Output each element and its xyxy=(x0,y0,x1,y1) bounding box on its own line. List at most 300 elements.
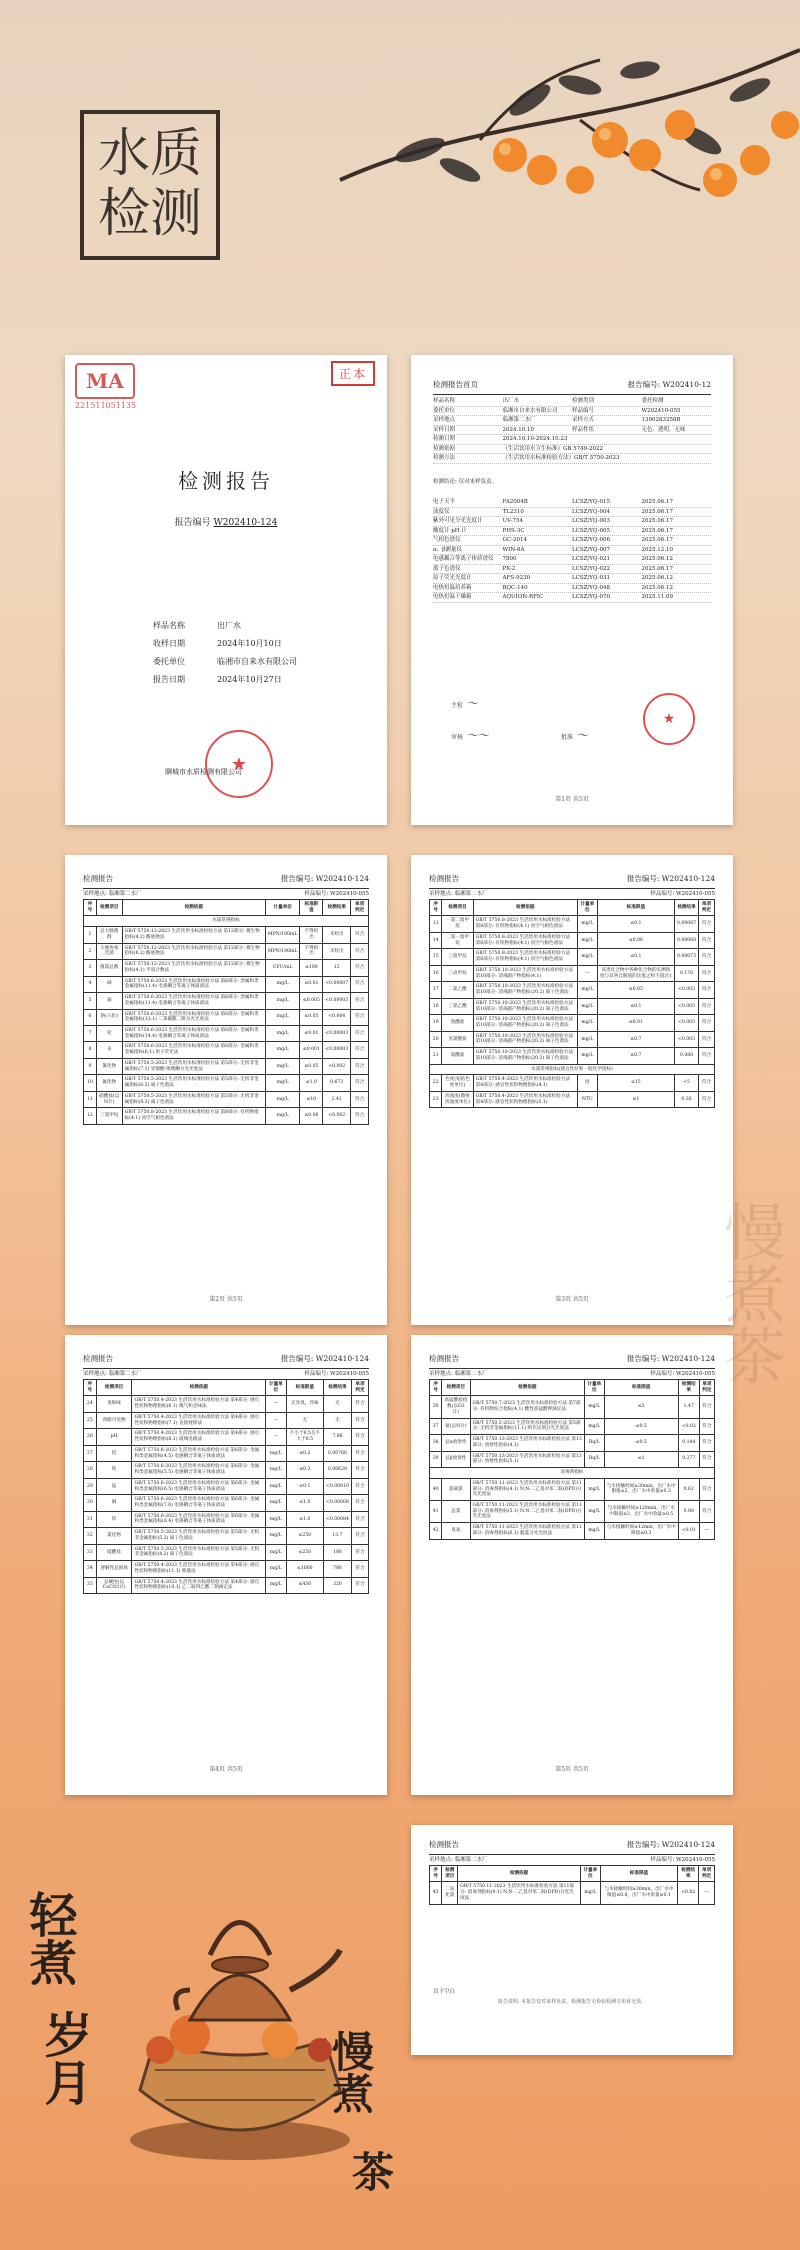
table-cell: 23 xyxy=(430,1091,442,1107)
approver-signature: 批准 ～ xyxy=(561,729,588,742)
title-line1: 水质 xyxy=(97,124,202,185)
table-cell: 与水接触时间≥30min，出厂水中限值≤0.8，出厂水中余量≥0.1 xyxy=(600,1882,677,1904)
table-cell: 符合 xyxy=(351,1478,368,1494)
table-cell: ≤0.06 xyxy=(300,1108,323,1124)
results-table xyxy=(429,1865,715,1905)
table-cell: 肉眼可见物 xyxy=(96,1412,132,1428)
table-cell: 16 xyxy=(430,965,442,981)
equipment-row xyxy=(433,593,711,603)
table-row xyxy=(84,1462,369,1478)
table-cell: GB/T 5750.6-2023 生活饮用水标准检验方法 第6部分: 金属和类金属指标(8.4) 电感耦合等离子体质谱法 xyxy=(132,1511,266,1527)
table-cell: 15 xyxy=(430,949,442,965)
info-row xyxy=(433,445,711,455)
table-cell: 3 xyxy=(84,960,97,976)
table-cell: 38 xyxy=(430,1435,442,1451)
equipment-row xyxy=(433,498,711,508)
table-cell: GB/T 5750.6-2023 生活饮用水标准检验方法 第6部分: 金属和类金属指标(11.4) 电感耦合等离子体质谱法 xyxy=(122,976,265,992)
info-row xyxy=(153,635,297,653)
sampling-site: 采样地点: 临湘第二水厂 xyxy=(83,1371,142,1377)
table-cell: 未检出 xyxy=(323,943,351,959)
approver-label: 批准 xyxy=(561,734,574,741)
column-header: 检测依据 xyxy=(458,1866,581,1882)
results-page-5 xyxy=(411,1335,733,1795)
info-key: 样品编号 xyxy=(572,407,595,414)
info-value: 1390283258B xyxy=(641,417,681,423)
equipment-cell: 离子色谱仪 xyxy=(433,565,461,572)
page-header xyxy=(83,1353,369,1369)
table-cell: GB/T 5750.6-2023 生活饮用水标准检验方法 第6部分: 金属和类金属指标(13.1) 二苯碳酰二肼分光光度法 xyxy=(122,1009,265,1025)
table-cell: 铜 xyxy=(96,1495,132,1511)
table-row xyxy=(430,1048,715,1064)
table-cell: 符合 xyxy=(351,1091,369,1107)
table-cell: 溶解性总固体 xyxy=(96,1561,132,1577)
table-cell: mg/L xyxy=(266,1544,286,1560)
ma-certification-number: 221511051135 xyxy=(75,401,137,410)
equipment-row xyxy=(433,517,711,527)
table-cell: ≤0.1 xyxy=(597,998,674,1014)
table-cell: 320 xyxy=(324,1577,352,1593)
page-footer: 第2页 共5页 xyxy=(209,1296,243,1303)
table-cell: 0.00068 xyxy=(675,932,699,948)
table-row xyxy=(84,1058,369,1074)
table-cell: CFU/mL xyxy=(265,960,300,976)
table-cell: GB/T 5750.4-2023 生活饮用水标准检验方法 第4部分: 感官性状和物理指标(5.1) xyxy=(473,1091,577,1107)
column-header: 序号 xyxy=(84,900,97,916)
table-cell: ≤15 xyxy=(597,1075,674,1091)
table-cell: GB/T 5750.8-2023 生活饮用水标准检验方法 第8部分: 有机物指标(4.1) 顶空气相色谱法 xyxy=(122,1108,265,1124)
info-value: 出厂水 xyxy=(217,621,241,630)
table-cell: 符合 xyxy=(351,1429,368,1445)
calligraphy-right-line1: 慢煮 xyxy=(326,2030,375,2114)
table-cell: 硫酸盐 xyxy=(96,1544,132,1560)
table-cell: 符合 xyxy=(699,1048,715,1064)
info-value: 临湘第二水厂 xyxy=(502,417,536,423)
persimmon-branch-illustration xyxy=(280,30,800,250)
table-cell: <0.003 xyxy=(675,1015,699,1031)
page-subheader xyxy=(83,1369,369,1377)
table-row xyxy=(84,1026,369,1042)
table-cell: ≤0.05 xyxy=(300,1058,323,1074)
report-number-label: 报告编号 xyxy=(174,518,211,528)
column-header: 序号 xyxy=(430,1866,442,1882)
info-key: 报告日期 xyxy=(153,675,185,684)
table-cell: ≤250 xyxy=(286,1544,323,1560)
info-row xyxy=(433,454,711,464)
table-cell: 4 xyxy=(84,976,97,992)
table-cell: mg/L xyxy=(266,1511,286,1527)
header-right: 报告编号: W202410-124 xyxy=(280,1354,369,1363)
table-cell: 符合 xyxy=(699,982,715,998)
table-cell: 铁 xyxy=(96,1462,132,1478)
table-cell: ≤0.1 xyxy=(286,1478,323,1494)
column-header: 序号 xyxy=(430,1380,442,1396)
table-cell: 13 xyxy=(430,916,442,932)
table-cell: 8 xyxy=(84,1042,97,1058)
equipment-cell: GC-2014 xyxy=(502,537,527,543)
equipment-cell: 2025.06.17 xyxy=(641,499,673,505)
table-row xyxy=(84,1075,369,1091)
table-cell: GB/T 5750.11-2023 生活饮用水标准检验方法 第11部分: 消毒剂指标(9.1) N,N-二乙基对苯二胺(DPD)分光光度法 xyxy=(458,1882,581,1904)
table-cell: 30 xyxy=(84,1495,97,1511)
info-value: W202410-055 xyxy=(641,407,681,414)
table-cell: 三氯甲烷 xyxy=(96,1108,122,1124)
calligraphy-right-line2: 茶 xyxy=(346,2150,395,2192)
table-cell: 25 xyxy=(84,1412,97,1428)
table-cell: GB/T 5750.4-2023 生活饮用水标准检验方法 第4部分: 感官性状和物理指标(10.1) 乙二胺四乙酸二钠滴定法 xyxy=(132,1577,266,1593)
table-cell: 溴酸盐 xyxy=(442,1015,473,1031)
table-cell: GB/T 5750.10-2023 生活饮用水标准检验方法 第10部分: 消毒副产物指标(20.2) 离子色谱法 xyxy=(473,982,577,998)
info-key: 样品名称 xyxy=(433,398,456,404)
table-cell: GB/T 5750.7-2023 生活饮用水标准检验方法 第7部分: 有机物综合指标(4.1) 酸性高锰酸钾滴定法 xyxy=(470,1396,584,1418)
table-row xyxy=(84,1009,369,1025)
table-header-row xyxy=(84,1380,369,1396)
column-header: 检测项目 xyxy=(442,1866,458,1882)
column-header: 检测依据 xyxy=(470,1380,584,1396)
info-row xyxy=(433,397,711,407)
table-row xyxy=(430,1418,715,1434)
equipment-cell: LCSZ/YQ-004 xyxy=(572,508,611,515)
table-cell: 26 xyxy=(84,1429,97,1445)
info-row xyxy=(433,435,711,445)
table-row xyxy=(84,1396,369,1412)
page-header xyxy=(83,873,369,889)
table-cell: mg/L xyxy=(577,916,597,932)
table-cell: GB/T 5750.5-2023 生活饮用水标准检验方法 第5部分: 无机非金属指标(8.3) 离子色谱法 xyxy=(122,1091,265,1107)
column-header: 检测项目 xyxy=(96,900,122,916)
ma-certification-logo: MA xyxy=(75,363,135,399)
column-header: 标准限值 xyxy=(300,900,323,916)
table-cell: ≤0.05 xyxy=(300,1009,323,1025)
results-page-2 xyxy=(65,855,387,1325)
table-cell: GB/T 5750.12-2023 生活饮用水标准检验方法 第12部分: 微生物指标(6.2) 酶底物法 xyxy=(122,943,265,959)
info-row xyxy=(153,653,297,671)
equipment-cell: LCSZ/YQ-003 xyxy=(572,518,611,524)
table-cell: 菌落总数 xyxy=(96,960,122,976)
info-value: 委托检测 xyxy=(641,398,664,404)
table-cell: 17 xyxy=(430,982,442,998)
table-row xyxy=(430,1501,715,1523)
equipment-cell: 浊度仪 xyxy=(433,508,450,515)
table-row xyxy=(430,1478,715,1500)
sampling-site: 采样地点: 临湘第二水厂 xyxy=(429,891,488,897)
sampling-site: 采样地点: 临湘第二水厂 xyxy=(429,1371,488,1377)
table-cell: ≤0.01 xyxy=(597,1015,674,1031)
equipment-cell: LCSZ/YQ-007 xyxy=(572,546,611,553)
column-header: 单项判定 xyxy=(351,900,369,916)
column-header: 检测项目 xyxy=(442,900,473,916)
table-cell: 符合 xyxy=(351,1058,369,1074)
table-cell: 三氯乙酸 xyxy=(442,998,473,1014)
table-cell: 三溴甲烷 xyxy=(442,949,473,965)
table-cell: 符合 xyxy=(351,960,369,976)
table-cell: GB/T 5750.5-2023 生活饮用水标准检验方法 第5部分: 无机非金属指标(11.1) 纳氏试剂分光光度法 xyxy=(470,1418,584,1434)
table-cell: 一氯二溴甲烷 xyxy=(442,916,473,932)
table-cell: — xyxy=(577,965,597,981)
table-cell: 788 xyxy=(324,1561,352,1577)
column-header: 检测结果 xyxy=(678,1380,699,1396)
table-row xyxy=(84,943,369,959)
company-seal-stamp: ★ xyxy=(205,730,273,798)
table-cell: mg/L xyxy=(577,949,597,965)
column-header: 标准限值 xyxy=(604,1380,678,1396)
table-cell: 1 xyxy=(84,927,97,943)
equipment-row xyxy=(433,527,711,537)
equipment-cell: 电感耦合等离子体质谱仪 xyxy=(433,556,494,562)
table-cell: mg/L xyxy=(266,1577,286,1593)
equipment-cell: 电热恒温培养箱 xyxy=(433,584,472,591)
equipment-cell: PHS-3C xyxy=(502,527,525,534)
info-key: 样品名称 xyxy=(153,621,185,630)
table-cell: ≤0.01 xyxy=(300,1026,323,1042)
table-cell: mg/L xyxy=(265,1091,300,1107)
table-cell: mg/L xyxy=(577,1031,597,1047)
table-header-row xyxy=(84,900,369,916)
table-cell: 符合 xyxy=(351,1511,368,1527)
table-cell: 0.178 xyxy=(675,965,699,981)
issuer-name: 聊城市水质检测有限公司 xyxy=(165,768,242,776)
info-value: 临湘市自来水有限公司 xyxy=(217,657,297,666)
table-cell: ≤10 xyxy=(300,1091,323,1107)
table-row xyxy=(430,998,715,1014)
table-row xyxy=(430,932,715,948)
table-cell: ≤1.0 xyxy=(286,1495,323,1511)
report-first-page xyxy=(411,355,733,825)
table-cell: 无 xyxy=(286,1412,323,1428)
equipment-cell: α、β测量仪 xyxy=(433,546,462,553)
table-row xyxy=(430,982,715,998)
column-header: 单项判定 xyxy=(699,1380,714,1396)
results-table xyxy=(83,899,369,1125)
table-cell: 无 xyxy=(324,1396,352,1412)
table-cell: 符合 xyxy=(351,1108,369,1124)
table-cell: 游离氯 xyxy=(442,1478,470,1500)
table-cell: ≤0.5 xyxy=(604,1418,678,1434)
table-cell: 总大肠菌群 xyxy=(96,927,122,943)
table-cell: GB/T 5750.6-2023 生活饮用水标准检验方法 第6部分: 金属和类金属指标(11.4) 电感耦合等离子体质谱法 xyxy=(122,993,265,1009)
equipment-cell: 2025.12.10 xyxy=(641,546,673,553)
table-cell: mg/L xyxy=(266,1478,286,1494)
table-cell: GB/T 5750.10-2023 生活饮用水标准检验方法 第10部分: 消毒副产物指标(20.2) 离子色谱法 xyxy=(473,998,577,1014)
table-row xyxy=(84,1478,369,1494)
table-cell: ≤0.5 xyxy=(604,1435,678,1451)
table-cell: GB/T 5750.6-2023 生活饮用水标准检验方法 第6部分: 金属和类金属指标(4.5) 电感耦合等离子体质谱法 xyxy=(132,1445,266,1461)
header-right: 报告编号: W202410-124 xyxy=(626,874,715,883)
table-cell: 氯酸盐 xyxy=(442,1048,473,1064)
table-cell: 该类化合物中各种化合物的实测浓度与其各自限值的比值之和不超过1 xyxy=(597,965,674,981)
table-cell: 2.41 xyxy=(323,1091,351,1107)
sample-number: 样品编号: W202410-055 xyxy=(304,891,369,897)
table-cell: mg/L xyxy=(580,1882,600,1904)
section-row xyxy=(84,916,369,927)
table-cell: 0.00087 xyxy=(675,916,699,932)
equipment-cell: LCSZ/YQ-031 xyxy=(572,575,611,581)
info-value: 出厂水 xyxy=(502,398,520,404)
table-cell: 符合 xyxy=(351,1396,368,1412)
table-row xyxy=(430,949,715,965)
table-cell: mg/L xyxy=(266,1495,286,1511)
table-cell: 34 xyxy=(84,1561,97,1577)
table-cell: ≤0.1 xyxy=(597,916,674,932)
table-cell: ≤0.3 xyxy=(286,1462,323,1478)
table-cell: 不得检出 xyxy=(300,927,323,943)
equipment-row xyxy=(433,546,711,556)
equipment-cell: TL2310 xyxy=(502,508,524,515)
table-row xyxy=(84,1561,369,1577)
table-cell: 臭氧 xyxy=(442,1523,470,1539)
info-value: 2024年10月27日 xyxy=(217,675,282,684)
table-cell: ≤0.2 xyxy=(286,1445,323,1461)
table-row xyxy=(84,960,369,976)
table-row xyxy=(84,1445,369,1461)
page-subheader xyxy=(429,1369,715,1377)
table-cell: 符合 xyxy=(699,1501,714,1523)
table-row xyxy=(84,1091,369,1107)
table-row xyxy=(430,1075,715,1091)
table-cell: 符合 xyxy=(699,965,715,981)
table-cell: <0.00003 xyxy=(323,1042,351,1058)
table-cell: 与水接触时间≥30min，出厂水中限值≤2，出厂水中余量≥0.3 xyxy=(604,1478,678,1500)
table-cell: 符合 xyxy=(351,1075,369,1091)
table-cell: 臭和味 xyxy=(96,1396,132,1412)
sample-number: 样品编号: W202410-055 xyxy=(650,891,715,897)
info-key: 样品性状 xyxy=(572,426,595,433)
table-cell: 36 xyxy=(430,1396,442,1418)
header-left: 检测报告 xyxy=(83,874,113,883)
table-cell: 符合 xyxy=(351,1577,368,1593)
table-cell: 二氯一溴甲烷 xyxy=(442,932,473,948)
table-cell: 符合 xyxy=(699,1396,714,1418)
column-header: 检测结果 xyxy=(323,900,351,916)
table-cell: ≤1000 xyxy=(286,1561,323,1577)
column-header: 检测项目 xyxy=(442,1380,470,1396)
sample-number: 样品编号: W202410-055 xyxy=(650,1857,715,1863)
page-footer: 第3页 共5页 xyxy=(555,1296,589,1303)
table-cell: — xyxy=(699,1882,715,1904)
inspector-signature: 主检 ～ xyxy=(451,697,478,710)
header-right: 报告编号: W202410-124 xyxy=(280,874,369,883)
table-cell: 符合 xyxy=(351,927,369,943)
table-cell: 13.7 xyxy=(324,1528,352,1544)
table-cell: GB/T 5750.10-2023 生活饮用水标准检验方法 第10部分: 消毒副产物指标(4.1) xyxy=(473,965,577,981)
page-subheader xyxy=(429,889,715,897)
table-cell: ≤1 xyxy=(597,1091,674,1107)
info-row xyxy=(153,617,297,635)
table-cell: GB/T 5750.4-2023 生活饮用水标准检验方法 第4部分: 感官性状和物理指标(4.1) xyxy=(473,1075,577,1091)
column-header: 序号 xyxy=(430,900,442,916)
equipment-cell: 2025.11.09 xyxy=(641,594,673,600)
table-cell: 亚氯酸盐 xyxy=(442,1031,473,1047)
inspector-label: 主检 xyxy=(451,702,464,709)
table-cell: ≤450 xyxy=(286,1577,323,1593)
table-cell: 0.277 xyxy=(678,1451,699,1467)
table-cell: <0.004 xyxy=(323,1009,351,1025)
table-cell: ≤1.0 xyxy=(300,1075,323,1091)
table-cell: mg/L xyxy=(265,1058,300,1074)
table-cell: 总α放射性 xyxy=(442,1435,470,1451)
equipment-row xyxy=(433,584,711,594)
column-header: 计量单位 xyxy=(577,900,597,916)
table-cell: Bq/L xyxy=(585,1435,605,1451)
page-footer: 报告说明: 本报告仅对来样负责，检测报告无检验检测专用章无效。 xyxy=(497,1999,647,2005)
table-row xyxy=(430,1435,715,1451)
info-value: 《生活饮用水卫生标准》GB 5749-2022 xyxy=(502,445,604,452)
table-row xyxy=(430,1031,715,1047)
reviewer-label: 审核 xyxy=(451,734,464,741)
table-cell: 40 xyxy=(430,1478,442,1500)
table-cell: ≤0.01 xyxy=(300,976,323,992)
table-cell: GB/T 5750.13-2023 生活饮用水标准检验方法 第13部分: 放射性指标(4.1) xyxy=(470,1435,584,1451)
table-cell: ≤3 xyxy=(604,1396,678,1418)
table-row xyxy=(430,1396,715,1418)
info-row xyxy=(433,426,711,436)
results-table xyxy=(429,899,715,1108)
equipment-cell: 2025.06.12 xyxy=(641,556,673,562)
table-cell: <0.00003 xyxy=(323,1026,351,1042)
table-cell: 18 xyxy=(430,998,442,1014)
table-cell: mg/L xyxy=(577,998,597,1014)
table-cell: GB/T 5750.11-2023 生活饮用水标准检验方法 第11部分: 消毒剂指标(5.1) N,N-二乙基对苯二胺(DPD)分光光度法 xyxy=(470,1501,584,1523)
table-cell: GB/T 5750.10-2023 生活饮用水标准检验方法 第10部分: 消毒副产物指标(20.2) 离子色谱法 xyxy=(473,1048,577,1064)
equipment-cell: LCSZ/YQ-048 xyxy=(572,584,611,591)
column-header: 检测结果 xyxy=(324,1380,352,1396)
column-header: 标准限值 xyxy=(600,1866,677,1882)
table-row xyxy=(84,1412,369,1428)
table-cell: mg/L xyxy=(266,1445,286,1461)
table-cell: 符合 xyxy=(351,1026,369,1042)
teapot-brazier-illustration xyxy=(90,1870,390,2170)
table-cell: 14 xyxy=(430,932,442,948)
calligraphy-left-line1: 轻煮 xyxy=(21,1890,77,1986)
sampling-site: 采样地点: 临湘第二水厂 xyxy=(83,891,142,897)
table-cell: mg/L xyxy=(265,1009,300,1025)
table-cell: 大肠埃希氏菌 xyxy=(96,943,122,959)
table-cell: GB/T 5750.4-2023 生活饮用水标准检验方法 第4部分: 感官性状和物理指标(8.1) 玻璃电极法 xyxy=(132,1429,266,1445)
report-title: 检测报告 xyxy=(178,469,274,493)
table-cell: GB/T 5750.5-2023 生活饮用水标准检验方法 第5部分: 无机非金属指标(5.2) 离子色谱法 xyxy=(132,1528,266,1544)
table-row xyxy=(84,993,369,1009)
table-cell: 色度(铂钴色度单位) xyxy=(442,1075,473,1091)
info-value: 2024.10.10 xyxy=(502,426,534,433)
table-cell: 12 xyxy=(84,1108,97,1124)
table-cell: <5 xyxy=(675,1075,699,1091)
equipment-cell: AQUION-RFIC xyxy=(502,594,544,600)
equipment-row xyxy=(433,555,711,565)
table-cell: GB/T 5750.6-2023 生活饮用水标准检验方法 第6部分: 金属和类金属指标(5.5) 电感耦合等离子体质谱法 xyxy=(132,1462,266,1478)
table-cell: 二氯乙酸 xyxy=(442,982,473,998)
table-cell: ≤250 xyxy=(286,1528,323,1544)
table-cell: 符合 xyxy=(351,1009,369,1025)
table-cell: 29 xyxy=(84,1478,97,1494)
table-cell: 符合 xyxy=(351,943,369,959)
table-row xyxy=(84,976,369,992)
table-cell: 铝 xyxy=(96,1445,132,1461)
header-left: 检测报告首页 xyxy=(433,380,478,389)
page-header xyxy=(429,1839,715,1855)
table-row xyxy=(84,1511,369,1527)
table-cell: ≤0.005 xyxy=(300,993,323,1009)
info-row xyxy=(153,671,297,689)
info-row xyxy=(433,407,711,417)
section-title: 消毒剂指标 xyxy=(430,1468,715,1479)
table-cell: <0.003 xyxy=(675,982,699,998)
table-cell: 19 xyxy=(430,1015,442,1031)
table-cell: 符合 xyxy=(699,1075,715,1091)
table-cell: ≤0.06 xyxy=(597,932,674,948)
equipment-cell: LCSZ/YQ-006 xyxy=(572,537,611,543)
table-cell: 符合 xyxy=(351,1412,368,1428)
header-right: 报告编号: W202410-124 xyxy=(626,1840,715,1849)
table-cell: 砷 xyxy=(96,976,122,992)
